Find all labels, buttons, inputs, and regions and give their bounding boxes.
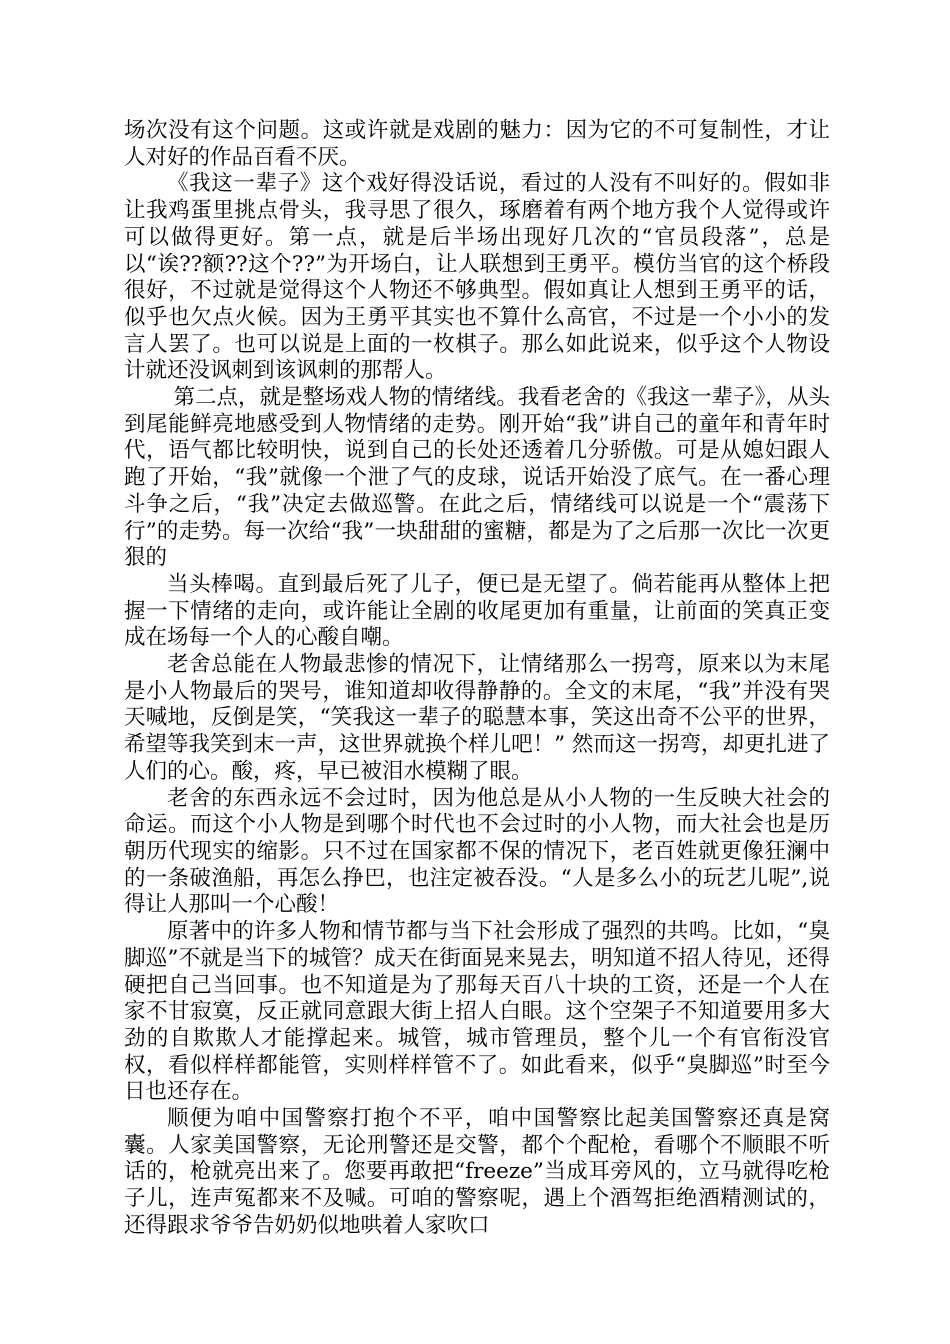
paragraph-6: 老舍的东西永远不会过时，因为他总是从小人物的一生反映大社会的命运。而这个小人物是到哪个时代也不会过时的小人物，而大社会也是历朝历代现实的缩影。只不过在国家都不保的情况下，老百姓就更像狂澜中的一条破渔船，再怎么挣巴，也注定被吞没。“人是多么小的玩艺儿呢”,说得让人那叫一个心酸！: [124, 785, 830, 918]
paragraph-4: 当头棒喝。直到最后死了儿子，便已是无望了。倘若能再从整体上把握一下情绪的走向，或许能让全剧的收尾更加有重量，让前面的笑真正变成在场每一个人的心酸自嘲。: [124, 571, 830, 651]
paragraph-7: 原著中的许多人物和情节都与当下社会形成了强烈的共鸣。比如，“臭脚巡”不就是当下的城管？成天在街面晃来晃去，明知道不招人待见，还得硬把自己当回事。也不知道是为了那每天百八十块的工资，还是一个人在家不甘寂寞，反正就同意跟大街上招人白眼。这个空架子不知道要用多大劲的自欺欺人才能撑起来。城管，城市管理员，整个儿一个有官衔没官权，看似样样都能管，实则样样管不了。如此看来，似乎“臭脚巡”时至今日也还存在。: [124, 919, 830, 1105]
paragraph-5: 老舍总能在人物最悲惨的情况下，让情绪那么一拐弯，原来以为末尾是小人物最后的哭号，谁知道却收得静静的。全文的末尾，“我”并没有哭天喊地，反倒是笑，“笑我这一辈子的聪慧本事，笑这出奇不公平的世界，希望等我笑到末一声，这世界就换个样儿吧！” 然而这一拐弯，却更扎进了人们的心。酸，疼，早已被泪水模糊了眼。: [124, 652, 830, 784]
paragraph-1: 场次没有这个问题。这或许就是戏剧的魅力：因为它的不可复制性，才让人对好的作品百看不厌。: [124, 118, 830, 170]
paragraph-8: 顺便为咱中国警察打抱个不平，咱中国警察比起美国警察还真是窝囊。人家美国警察，无论刑警还是交警，都个个配枪，看哪个不顺眼不听话的，枪就亮出来了。您要再敢把“freeze”当成耳旁风的，立马就得吃枪子儿，连声冤都来不及喊。可咱的警察呢，遇上个酒驾拒绝酒精测试的，还得跟求爷爷告奶奶似地哄着人家吹口: [124, 1106, 830, 1238]
paragraph-3: 第二点，就是整场戏人物的情绪线。我看老舍的《我这一辈子》，从头到尾能鲜亮地感受到人物情绪的走势。刚开始“我”讲自己的童年和青年时代，语气都比较明快，说到自己的长处还透着几分骄傲。可是从媳妇跟人跑了开始，“我”就像一个泄了气的皮球，说话开始没了底气。在一番心理斗争之后，“我”决定去做巡警。在此之后，情绪线可以说是一个“震荡下行”的走势。每一次给“我”一块甜甜的蜜糖，都是为了之后那一次比一次更狠的: [124, 385, 830, 571]
document-body: [124, 118, 830, 1240]
paragraph-2: 《我这一辈子》这个戏好得没话说，看过的人没有不叫好的。假如非让我鸡蛋里挑点骨头，我寻思了很久，琢磨着有两个地方我个人觉得或许可以做得更好。第一点，就是后半场出现好几次的“官员段落”，总是以“诶??额??这个??”为开场白，让人联想到王勇平。模仿当官的这个桥段很好，不过就是觉得这个人物还不够典型。假如真让人想到王勇平的话，似乎也欠点火候。因为王勇平其实也不算什么高官，不过是一个小小的发言人罢了。也可以说是上面的一枚棋子。那么如此说来，似乎这个人物设计就还没讽刺到该讽刺的那帮人。: [124, 171, 830, 384]
